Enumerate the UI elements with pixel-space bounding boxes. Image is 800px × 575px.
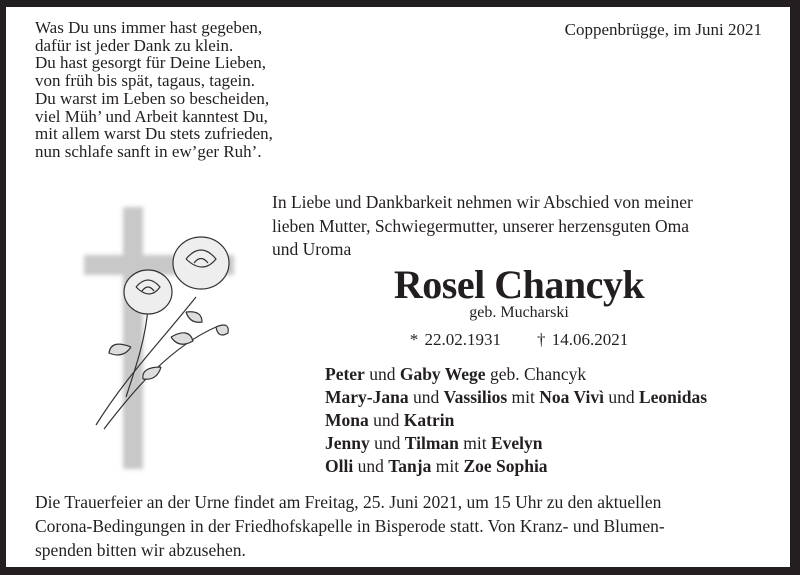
poem-line: Du hast gesorgt für Deine Lieben, xyxy=(35,53,267,73)
intro-line: lieben Mutter, Schwiegermutter, unserer herzensguten Oma xyxy=(272,215,689,236)
family-line xyxy=(325,432,707,455)
intro-line: und Uroma xyxy=(272,239,352,259)
family-line xyxy=(325,363,707,386)
family-member-name: Olli xyxy=(325,456,354,476)
family-connector: und xyxy=(364,364,400,384)
family-connector: und xyxy=(603,387,639,407)
intro-line: In Liebe und Dankbarkeit nehmen wir Abschied von meiner xyxy=(272,192,693,212)
life-dates xyxy=(272,330,766,350)
family-connector: und xyxy=(408,387,444,407)
family-member-name: Zoe Sophia xyxy=(463,456,548,476)
funeral-info-line: Corona-Bedingungen in der Friedhofskapelle in Bisperode statt. Von Kranz- und Blumen- xyxy=(35,516,665,536)
family-connector: mit xyxy=(507,387,540,407)
poem-line: viel Müh’ und Arbeit kanntest Du, xyxy=(35,106,268,126)
intro-text xyxy=(272,191,693,262)
deceased-name: Rosel Chancyk xyxy=(393,262,645,307)
family-connector: mit xyxy=(458,433,491,453)
family-member-name: Tanja xyxy=(388,456,432,476)
family-connector: und xyxy=(369,433,405,453)
family-list xyxy=(325,363,707,478)
family-member-name: Noa Vivì xyxy=(539,387,604,407)
poem-line: Was Du uns immer hast gegeben, xyxy=(35,18,263,37)
family-line xyxy=(325,455,707,478)
place-date: Coppenbrügge, im Juni 2021 xyxy=(564,20,762,39)
family-member-name: Gaby Wege xyxy=(399,364,486,384)
poem-line: mit allem warst Du stets zufrieden, xyxy=(35,124,273,144)
family-member-name: Katrin xyxy=(403,410,455,430)
maiden-name: geb. Mucharski xyxy=(469,304,569,321)
family-member-name: Leonidas xyxy=(638,387,708,407)
family-member-name: Tilman xyxy=(404,433,459,453)
family-member-name: Vassilios xyxy=(443,387,508,407)
birth-date: * 22.02.1931 xyxy=(409,330,501,349)
poem xyxy=(35,19,273,161)
funeral-info xyxy=(35,490,665,562)
family-member-name: Evelyn xyxy=(490,433,543,453)
family-connector: geb. Chancyk xyxy=(485,364,587,384)
family-connector: und xyxy=(353,456,389,476)
family-line xyxy=(325,386,707,409)
poem-line: von früh bis spät, tagaus, tagein. xyxy=(35,71,256,91)
family-member-name: Mary-Jana xyxy=(325,387,409,407)
family-member-name: Jenny xyxy=(325,433,370,453)
cross-with-roses-icon xyxy=(76,197,251,481)
death-date: † 14.06.2021 xyxy=(537,330,629,349)
poem-line: Du warst im Leben so bescheiden, xyxy=(35,88,270,108)
poem-line: dafür ist jeder Dank zu klein. xyxy=(35,35,234,55)
family-connector: und xyxy=(368,410,404,430)
family-member-name: Mona xyxy=(325,410,369,430)
family-line xyxy=(325,409,707,432)
funeral-info-line: Die Trauerfeier an der Urne findet am Freitag, 25. Juni 2021, um 15 Uhr zu den aktuellen xyxy=(35,492,662,512)
poem-line: nun schlafe sanft in ew’ger Ruh’. xyxy=(35,141,262,161)
funeral-info-line: spenden bitten wir abzusehen. xyxy=(35,540,246,560)
obituary-notice xyxy=(6,7,790,567)
family-connector: mit xyxy=(431,456,464,476)
family-member-name: Peter xyxy=(325,364,365,384)
